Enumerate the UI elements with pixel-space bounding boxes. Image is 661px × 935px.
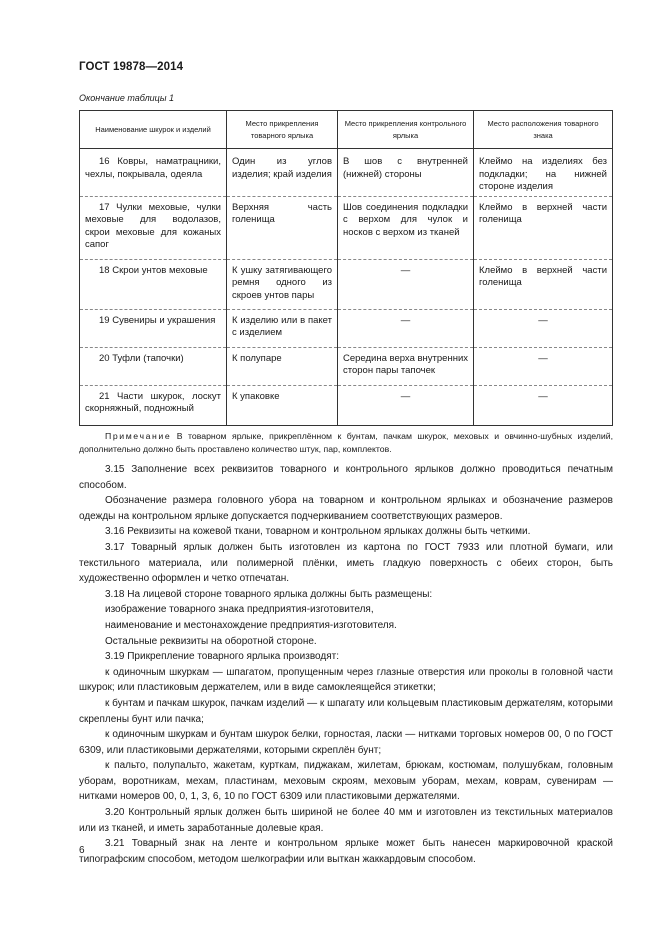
paragraph: 3.17 Товарный ярлык должен быть изготовлен из картона по ГОСТ 7933 или плотной бумаги, или текстильного материала, или полимерной плёнки, иметь гладкую поверхность с обеих сторон, быть художественно оформлен и четко отпечатан. — [79, 541, 613, 585]
control-label-cell: — — [338, 309, 474, 347]
table-row — [80, 385, 613, 425]
column-header: Место прикрепления товарного ярлыка — [227, 111, 338, 149]
paragraph: наименование и местонахождение предприятия-изготовителя. — [105, 619, 397, 631]
paragraph: к бунтам и пачкам шкурок, пачкам изделий — к шпагату или кольцевым пластиковым держателям, которыми скреплены бунт или пачка; — [79, 697, 613, 725]
item-name-cell: 18 Скрои унтов меховые — [80, 259, 227, 309]
table-row — [80, 151, 613, 196]
product-label-cell: Один из углов изделия; край изделия — [227, 151, 338, 196]
trademark-cell: Клеймо на изделиях без подкладки; на нижней стороне изделия — [474, 151, 613, 196]
column-header: Место прикрепления контрольного ярлыка — [338, 111, 474, 149]
column-header: Наименование шкурок и изделий — [80, 111, 227, 149]
paragraph: Остальные реквизиты на оборотной стороне. — [105, 635, 317, 647]
note-label: Примечание — [105, 431, 172, 441]
item-name-cell: 20 Туфли (тапочки) — [80, 347, 227, 385]
paragraph: 3.15 Заполнение всех реквизитов товарного и контрольного ярлыков должно проводиться печатным способом. — [79, 464, 613, 491]
document-header: ГОСТ 19878—2014 — [79, 61, 184, 73]
table-note — [79, 430, 613, 455]
control-label-cell: — — [338, 259, 474, 309]
paragraph: изображение товарного знака предприятия-изготовителя, — [105, 604, 374, 616]
table-row — [80, 309, 613, 347]
paragraph: 3.19 Прикрепление товарного ярлыка производят: — [105, 651, 339, 663]
page-number: 6 — [79, 845, 85, 856]
paragraph: 3.21 Товарный знак на ленте и контрольном ярлыке может быть нанесен маркировочной краской типографским способом, методом шелкографии или выткан жаккардовым способом. — [79, 838, 613, 865]
item-name-cell: 17 Чулки меховые, чулки меховые для водолазов, скрои меховые для кожаных сапог — [80, 196, 227, 259]
control-label-cell: Середина верха внутренних сторон пары тапочек — [338, 347, 474, 385]
item-name-cell: 16 Ковры, наматрацники, чехлы, покрывала, одеяла — [80, 151, 227, 196]
product-label-cell: К упаковке — [227, 385, 338, 425]
label-placement-table — [79, 110, 613, 426]
item-name-cell: 19 Сувениры и украшения — [80, 309, 227, 347]
product-label-cell: К ушку затягивающего ремня одного из скроев унтов пары — [227, 259, 338, 309]
paragraph: к пальто, полупальто, жакетам, курткам, пиджакам, жилетам, брюкам, костюмам, полушубкам, головным уборам, воротникам, мехам, пластинам, меховым скроям, меховым уборам, мехам, коврам, сувенирам — нитками номеров 00, 0, 1, 3, 6, 10 по ГОСТ 6309 или пластиковыми держателями. — [79, 760, 613, 803]
column-header: Место расположения товарного знака — [474, 111, 613, 149]
control-label-cell: В шов с внутренней (нижней) стороны — [338, 151, 474, 196]
note-text: В товарном ярлыке, прикреплённом к бунтам, пачкам шкурок, меховых и овчинно-шубных изделий, дополнительно должно быть проставлено количество штук, пар, комплектов. — [79, 431, 613, 454]
table-row — [80, 347, 613, 385]
trademark-cell: Клеймо в верхней части голенища — [474, 259, 613, 309]
trademark-cell: — — [474, 309, 613, 347]
trademark-cell: Клеймо в верхней части голенища — [474, 196, 613, 259]
trademark-cell: — — [474, 347, 613, 385]
product-label-cell: К изделию или в пакет с изделием — [227, 309, 338, 347]
control-label-cell: Шов соединения подкладки с верхом для чулок и носков с верхом из тканей — [338, 196, 474, 259]
table-caption: Окончание таблицы 1 — [79, 93, 174, 103]
product-label-cell: Верхняя часть голенища — [227, 196, 338, 259]
paragraph: к одиночным шкуркам — шпагатом, пропущенным через глазные отверстия или проколы в головной части шкурок; или пластиковым держателем, или в виде самоклеящейся этикетки; — [79, 666, 613, 694]
body-text — [79, 462, 613, 867]
trademark-cell: — — [474, 385, 613, 425]
product-label-cell: К полупаре — [227, 347, 338, 385]
paragraph: к одиночным шкуркам и бунтам шкурок белки, горностая, ласки — нитками торговых номеров 00, 0 по ГОСТ 6309, или пластиковыми держателями, которыми скреплён бунт; — [79, 729, 613, 756]
paragraph: Обозначение размера головного убора на товарном и контрольном ярлыках и обозначение размеров одежды на контрольном ярлыке допускается подчеркиванием соответствующих размеров. — [79, 495, 613, 522]
paragraph: 3.18 На лицевой стороне товарного ярлыка должны быть размещены: — [105, 588, 433, 600]
control-label-cell: — — [338, 385, 474, 425]
item-name-cell: 21 Части шкурок, лоскут скорняжный, подножный — [80, 385, 227, 425]
paragraph: 3.20 Контрольный ярлык должен быть шириной не более 40 мм и изготовлен из текстильных материалов или из тканей, и иметь заработанные долевые края. — [79, 807, 613, 834]
paragraph: 3.16 Реквизиты на кожевой ткани, товарном и контрольном ярлыках должны быть четкими. — [105, 526, 531, 538]
table-header-row — [80, 111, 613, 149]
table-row — [80, 196, 613, 259]
table-row — [80, 259, 613, 309]
